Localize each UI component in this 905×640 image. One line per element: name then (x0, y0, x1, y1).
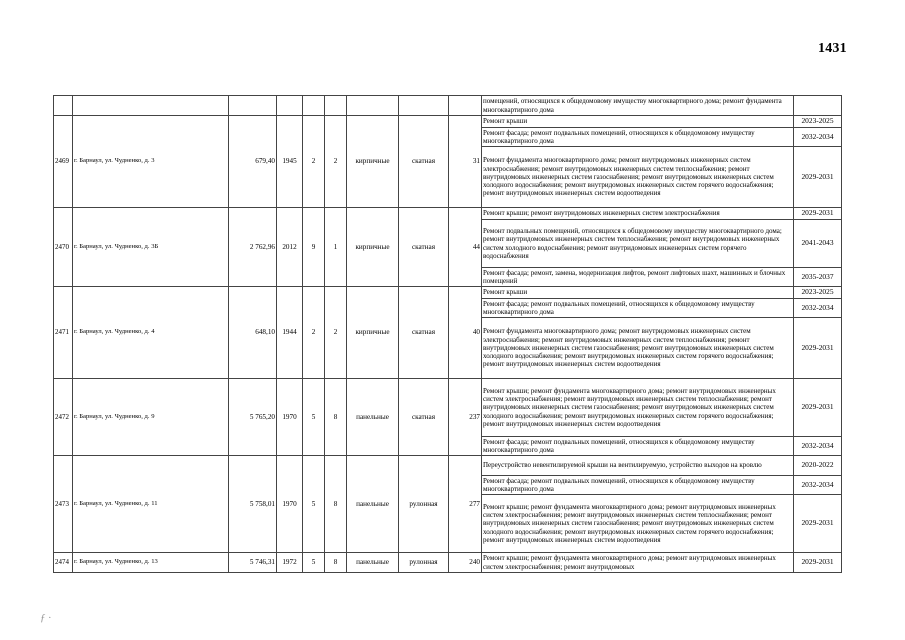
table-row (54, 379, 842, 437)
work-description: помещений, относящихся к общедомовому имуществу многоквартирного дома; ремонт фундамента многоквартирного дома (482, 96, 794, 116)
table-row (54, 96, 842, 116)
work-period: 2029-2031 (794, 147, 842, 208)
capital-repair-table (53, 95, 842, 573)
table-row (54, 553, 842, 573)
building-address: г. Барнаул, ул. Чудненко, д. 4 (73, 287, 229, 379)
building-wall-material: кирпичные (347, 116, 399, 208)
empty-cell (347, 96, 399, 116)
work-period: 2032-2034 (794, 299, 842, 318)
building-id: 2470 (54, 208, 73, 287)
table-row (54, 208, 842, 220)
building-area: 5 758,01 (229, 456, 277, 553)
work-period: 2029-2031 (794, 318, 842, 379)
work-period: 2029-2031 (794, 379, 842, 437)
building-area: 5 765,20 (229, 379, 277, 456)
work-description: Ремонт крыши; ремонт внутридомовых инженерных систем электроснабжения (482, 208, 794, 220)
building-entrances: 8 (325, 456, 347, 553)
building-roof-type: скатная (399, 287, 449, 379)
building-address: г. Барнаул, ул. Чудненко, д. 3Б (73, 208, 229, 287)
building-count: 31 (449, 116, 482, 208)
page-number: 1431 (818, 41, 847, 56)
building-id: 2469 (54, 116, 73, 208)
building-floors: 5 (303, 553, 325, 573)
building-year: 1945 (277, 116, 303, 208)
work-description: Ремонт фасада; ремонт подвальных помещений, относящихся к общедомовому имуществу многоквартирного дома (482, 437, 794, 456)
work-description: Ремонт крыши; ремонт фундамента многоквартирного дома; ремонт внутридомовых инженерных систем электроснабжения; ремонт внутридомовых (482, 553, 794, 573)
work-period: 2032-2034 (794, 128, 842, 147)
building-floors: 2 (303, 116, 325, 208)
building-area: 2 762,96 (229, 208, 277, 287)
work-description: Ремонт крыши; ремонт фундамента многоквартирного дома; ремонт внутридомовых инженерных систем электроснабжения; ремонт внутридомовых инженерных систем теплоснабжения; ремонт внутридомовых инженерных систем газоснабжения; ремонт внутридомовых инженерных систем холодного водоснабжения; ремонт внутридомовых инженерных систем горячего водоснабжения; ремонт внутридомовых инженерных систем водоотведения (482, 495, 794, 553)
building-roof-type: рулонная (399, 553, 449, 573)
work-description: Ремонт фасада; ремонт, замена, модернизация лифтов, ремонт лифтовых шахт, машинных и блочных помещений (482, 268, 794, 287)
building-address: г. Барнаул, ул. Чудненко, д. 13 (73, 553, 229, 573)
building-id: 2474 (54, 553, 73, 573)
empty-cell (399, 96, 449, 116)
building-count: 44 (449, 208, 482, 287)
building-count: 40 (449, 287, 482, 379)
work-period: 2020-2022 (794, 456, 842, 476)
work-description: Ремонт подвальных помещений, относящихся к общедомовому имуществу многоквартирного дома; ремонт внутридомовых инженерных систем теплоснабжения; ремонт внутридомовых инженерных систем холодного водоснабжения; ремонт внутридомовых инженерных систем горячего водоснабжения (482, 220, 794, 268)
building-address: г. Барнаул, ул. Чудненко, д. 11 (73, 456, 229, 553)
building-entrances: 8 (325, 553, 347, 573)
building-roof-type: скатная (399, 208, 449, 287)
building-entrances: 8 (325, 379, 347, 456)
building-year: 2012 (277, 208, 303, 287)
empty-cell (229, 96, 277, 116)
table-row (54, 116, 842, 128)
building-floors: 2 (303, 287, 325, 379)
building-wall-material: кирпичные (347, 208, 399, 287)
building-floors: 5 (303, 456, 325, 553)
work-period: 2023-2025 (794, 116, 842, 128)
building-wall-material: панельные (347, 379, 399, 456)
work-period: 2023-2025 (794, 287, 842, 299)
building-address: г. Барнаул, ул. Чудненко, д. 9 (73, 379, 229, 456)
building-address: г. Барнаул, ул. Чудненко, д. 3 (73, 116, 229, 208)
work-period: 2029-2031 (794, 208, 842, 220)
building-entrances: 2 (325, 287, 347, 379)
work-period (794, 96, 842, 116)
work-period: 2032-2034 (794, 437, 842, 456)
work-description: Ремонт фасада; ремонт подвальных помещений, относящихся к общедомовому имуществу многоквартирного дома (482, 476, 794, 495)
empty-cell (449, 96, 482, 116)
work-description: Ремонт крыши (482, 116, 794, 128)
building-floors: 9 (303, 208, 325, 287)
work-period: 2041-2043 (794, 220, 842, 268)
building-area: 679,40 (229, 116, 277, 208)
table-row (54, 456, 842, 476)
building-wall-material: панельные (347, 456, 399, 553)
building-entrances: 1 (325, 208, 347, 287)
work-description: Ремонт фундамента многоквартирного дома; ремонт внутридомовых инженерных систем электроснабжения; ремонт внутридомовых инженерных систем теплоснабжения; ремонт внутридомовых инженерных систем газоснабжения; ремонт внутридомовых инженерных систем холодного водоснабжения; ремонт внутридомовых инженерных систем горячего водоснабжения; ремонт внутридомовых инженерных систем водоотведения (482, 147, 794, 208)
building-year: 1970 (277, 379, 303, 456)
scan-mark: ƒ · (40, 612, 51, 624)
work-period: 2032-2034 (794, 476, 842, 495)
building-count: 240 (449, 553, 482, 573)
building-year: 1944 (277, 287, 303, 379)
building-floors: 5 (303, 379, 325, 456)
table-row (54, 287, 842, 299)
building-id: 2473 (54, 456, 73, 553)
empty-cell (54, 96, 73, 116)
building-count: 237 (449, 379, 482, 456)
work-description: Ремонт фундамента многоквартирного дома; ремонт внутридомовых инженерных систем электроснабжения; ремонт внутридомовых инженерных систем теплоснабжения; ремонт внутридомовых инженерных систем газоснабжения; ремонт внутридомовых инженерных систем холодного водоснабжения; ремонт внутридомовых инженерных систем горячего водоснабжения; ремонт внутридомовых инженерных систем водоотведения (482, 318, 794, 379)
building-count: 277 (449, 456, 482, 553)
work-description: Ремонт крыши; ремонт фундамента многоквартирного дома; ремонт внутридомовых инженерных систем электроснабжения; ремонт внутридомовых инженерных систем теплоснабжения; ремонт внутридомовых инженерных систем газоснабжения; ремонт внутридомовых инженерных систем холодного водоснабжения; ремонт внутридомовых инженерных систем горячего водоснабжения; ремонт внутридомовых инженерных систем водоотведения (482, 379, 794, 437)
work-description: Ремонт крыши (482, 287, 794, 299)
building-roof-type: скатная (399, 116, 449, 208)
work-period: 2029-2031 (794, 495, 842, 553)
building-roof-type: скатная (399, 379, 449, 456)
work-period: 2035-2037 (794, 268, 842, 287)
empty-cell (303, 96, 325, 116)
empty-cell (73, 96, 229, 116)
work-period: 2029-2031 (794, 553, 842, 573)
empty-cell (277, 96, 303, 116)
building-entrances: 2 (325, 116, 347, 208)
building-year: 1970 (277, 456, 303, 553)
building-id: 2472 (54, 379, 73, 456)
building-wall-material: панельные (347, 553, 399, 573)
building-id: 2471 (54, 287, 73, 379)
work-description: Ремонт фасада; ремонт подвальных помещений, относящихся к общедомовому имуществу многоквартирного дома (482, 128, 794, 147)
building-roof-type: рулонная (399, 456, 449, 553)
empty-cell (325, 96, 347, 116)
table-body (54, 96, 842, 573)
work-description: Переустройство невентилируемой крыши на вентилируемую, устройство выходов на кровлю (482, 456, 794, 476)
building-area: 5 746,31 (229, 553, 277, 573)
work-description: Ремонт фасада; ремонт подвальных помещений, относящихся к общедомовому имуществу многоквартирного дома (482, 299, 794, 318)
building-area: 648,10 (229, 287, 277, 379)
building-year: 1972 (277, 553, 303, 573)
building-wall-material: кирпичные (347, 287, 399, 379)
